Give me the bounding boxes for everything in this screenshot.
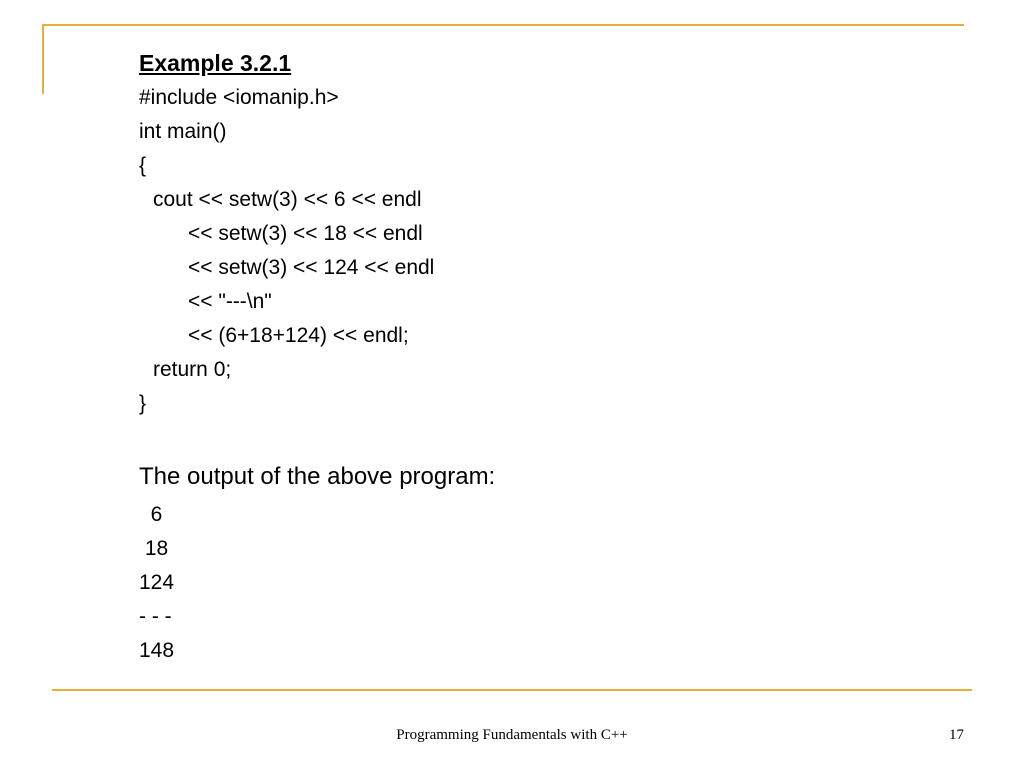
code-line: return 0; (153, 358, 232, 381)
slide-title: Example 3.2.1 (139, 50, 292, 76)
code-line: } (139, 392, 147, 415)
code-line: << "---\n" (188, 290, 272, 313)
page-number: 17 (949, 727, 964, 743)
output-line: 148 (139, 639, 175, 662)
output-line: 124 (139, 571, 175, 594)
footer-rule (52, 689, 972, 691)
code-line: { (139, 154, 147, 177)
code-line: << (6+18+124) << endl; (188, 324, 409, 347)
footer-course-title: Programming Fundamentals with C++ (396, 727, 628, 743)
code-block (139, 81, 434, 421)
code-line: int main() (139, 120, 227, 143)
output-line: - - - (139, 605, 172, 628)
output-line: 18 (139, 537, 169, 560)
code-line: cout << setw(3) << 6 << endl (153, 188, 422, 211)
output-block (139, 498, 174, 668)
code-line: #include <iomanip.h> (139, 86, 339, 109)
code-line: << setw(3) << 18 << endl (188, 222, 423, 245)
code-line: << setw(3) << 124 << endl (188, 256, 435, 279)
output-line: 6 (139, 503, 163, 526)
frame-left-rule (42, 24, 44, 94)
output-heading: The output of the above program: (139, 463, 496, 490)
frame-top-rule (42, 24, 964, 26)
